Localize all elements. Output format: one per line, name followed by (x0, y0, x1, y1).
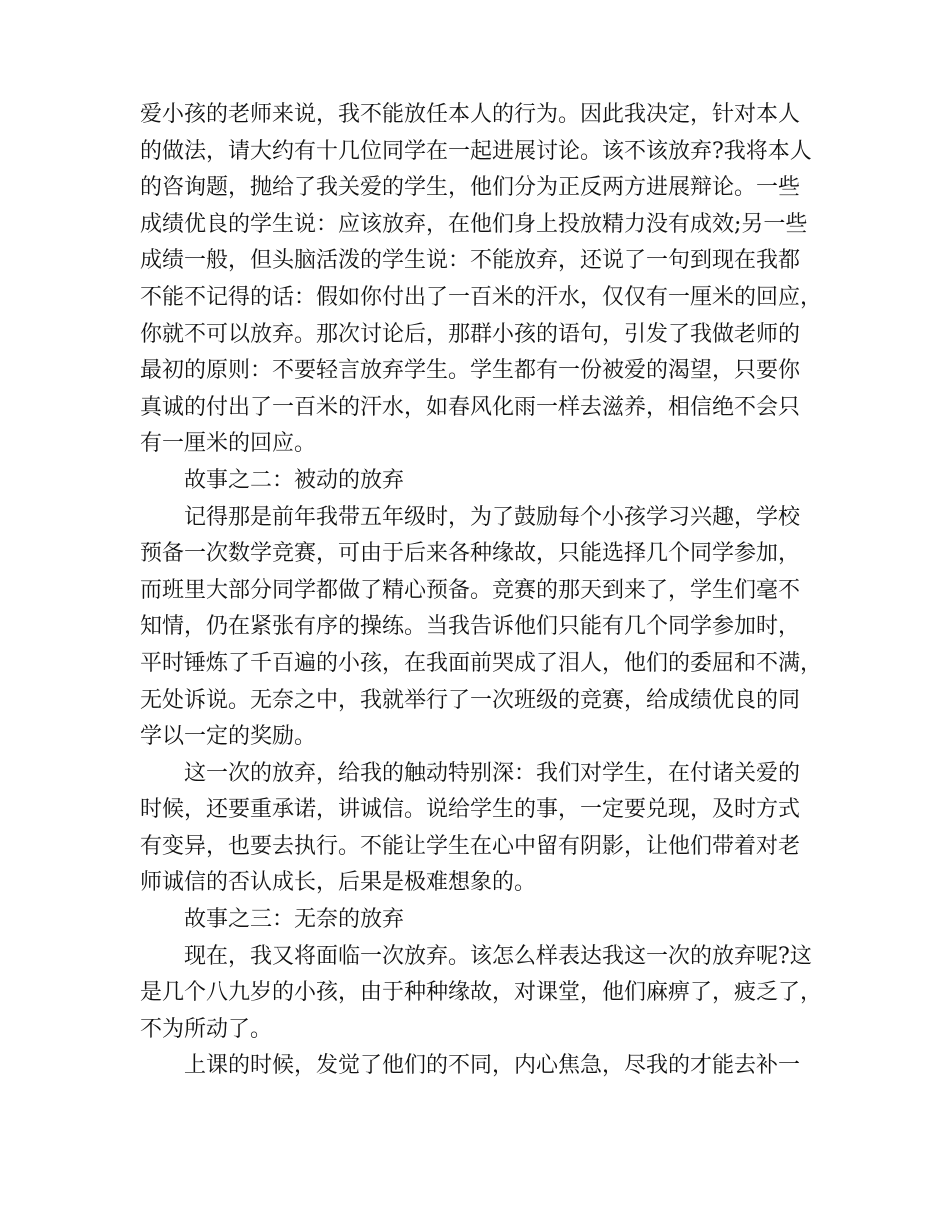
text-line: 有变异，也要去执行。不能让学生在心中留有阴影，让他们带着对老 (140, 833, 801, 859)
text-line: 最初的原则：不要轻言放弃学生。学生都有一份被爱的渴望，只要你 (140, 358, 801, 384)
text-line: 你就不可以放弃。那次讨论后，那群小孩的语句，引发了我做老师的 (140, 321, 801, 347)
text-line: 时候，还要重承诺，讲诚信。说给学生的事，一定要兑现，及时方式 (140, 797, 801, 823)
text-line: 无处诉说。无奈之中，我就举行了一次班级的竞赛，给成绩优良的同 (140, 687, 801, 713)
text-line: 成绩优良的学生说：应该放弃，在他们身上投放精力没有成效;另一些 (140, 211, 808, 237)
text-line: 师诚信的否认成长，后果是极难想象的。 (140, 870, 537, 896)
text-line: 爱小孩的老师来说，我不能放任本人的行为。因此我决定，针对本人 (140, 102, 801, 127)
text-line: 有一厘米的回应。 (140, 431, 317, 457)
text-line: 故事之三：无奈的放弃 (184, 907, 405, 933)
text-line: 知情，仍在紧张有序的操练。当我告诉他们只能有几个同学参加时， (140, 614, 801, 640)
text-line: 记得那是前年我带五年级时，为了鼓励每个小孩学习兴趣，学校 (184, 504, 801, 530)
text-line: 学以一定的奖励。 (140, 724, 317, 750)
text-line: 真诚的付出了一百米的汗水，如春风化雨一样去滋养，相信绝不会只 (140, 394, 801, 420)
text-line: 成绩一般，但头脑活泼的学生说：不能放弃，还说了一句到现在我都 (140, 248, 801, 274)
text-line: 而班里大部分同学都做了精心预备。竞赛的那天到来了，学生们毫不 (140, 577, 801, 603)
text-line: 这一次的放弃，给我的触动特别深：我们对学生，在付诸关爱的 (184, 760, 801, 786)
text-line: 不能不记得的话：假如你付出了一百米的汗水，仅仅有一厘米的回应， (140, 284, 823, 310)
text-line: 的做法，请大约有十几位同学在一起进展讨论。该不该放弃?我将本人 (140, 138, 812, 164)
text-line: 的咨询题，抛给了我关爱的学生，他们分为正反两方进展辩论。一些 (140, 175, 801, 201)
text-line: 故事之二：被动的放弃 (184, 467, 405, 493)
text-line: 上课的时候，发觉了他们的不同，内心焦急，尽我的才能去补一 (184, 1053, 801, 1079)
text-line: 平时锤炼了千百遍的小孩，在我面前哭成了泪人，他们的委屈和不满， (140, 650, 823, 676)
text-line: 预备一次数学竞赛，可由于后来各种缘故，只能选择几个同学参加， (140, 541, 801, 567)
text-line: 现在，我又将面临一次放弃。该怎么样表达我这一次的放弃呢?这 (184, 943, 812, 969)
text-line: 是几个八九岁的小孩，由于种种缘故，对课堂，他们麻痹了，疲乏了， (140, 980, 823, 1006)
text-line: 不为所动了。 (140, 1016, 273, 1042)
document-page (140, 97, 830, 1085)
